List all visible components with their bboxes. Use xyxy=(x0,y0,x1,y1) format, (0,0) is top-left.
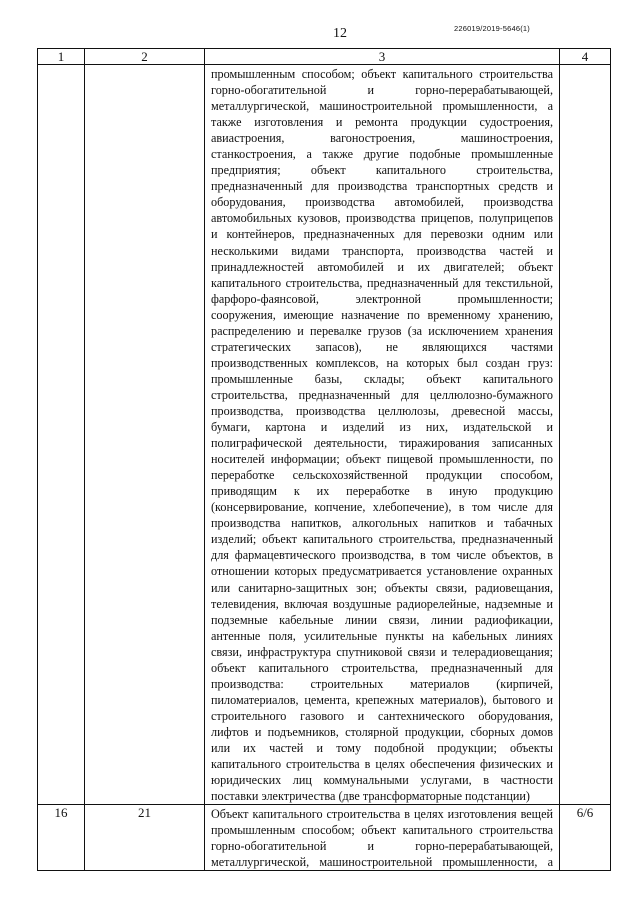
text-line: строительства, предназначенный для целлюлозно-бумажного xyxy=(211,387,553,402)
text-line: принадлежностей автомобилей и их двигателей; объект xyxy=(211,259,553,274)
text-line: станкостроения, а также другие подобные промышленные xyxy=(211,147,553,162)
text-line: носителей информации; объект пищевой промышленности, по xyxy=(211,452,553,467)
text-line: или их частей и тому подобной продукции; объекты xyxy=(211,740,553,755)
cell-id-empty xyxy=(85,65,205,805)
text-line: бумаги, картона и изделий из них, издательской и xyxy=(211,420,553,435)
text-line: или санитарно-защитных зон; объекты связи, радиовещания, xyxy=(211,580,553,595)
text-line: горно-обогатительной и горно-перерабатывающей, xyxy=(211,83,553,98)
text-line: отношении которых предусматривается установление охранных xyxy=(211,564,553,579)
text-line: производства напитков, алкогольных напитков и табачных xyxy=(211,516,553,531)
text-line: юридических лиц коммунальными услугами, в частности xyxy=(211,773,553,788)
text-line: связи, инфраструктура спутниковой связи и телерадиовещания; xyxy=(211,644,553,659)
table-row-16 xyxy=(38,805,611,871)
description-text xyxy=(205,65,559,804)
text-line: стратегических запасов), не являющихся частями xyxy=(211,339,553,354)
cell-row-number: 16 xyxy=(38,805,85,871)
text-line: Объект капитального строительства в целях изготовления вещей xyxy=(211,807,553,822)
text-line: сооружения, имеющие назначение по временному хранению, xyxy=(211,307,553,322)
text-line: строительного газового и сантехнического оборудования, xyxy=(211,708,553,723)
column-header-3: 3 xyxy=(205,49,560,65)
cell-share-empty xyxy=(560,65,611,805)
text-line: пиломатериалов, цемента, крепежных материалов), бытового и xyxy=(211,692,553,707)
text-line: фарфоро-фаянсовой, электронной промышленности; xyxy=(211,291,553,306)
document-code: 226019/2019-5646(1) xyxy=(454,24,530,33)
text-line: производства: строительных материалов (кирпичей, xyxy=(211,676,553,691)
cell-object-id: 21 xyxy=(85,805,205,871)
table-header-row xyxy=(38,49,611,65)
text-line: также изготовления и ремонта продукции судостроения, xyxy=(211,115,553,130)
text-line: авиастроения, вагоностроения, машиностроения, xyxy=(211,131,553,146)
text-line: предназначенный для производства транспортных средств и xyxy=(211,179,553,194)
text-line: металлургической, машиностроительной промышленности, а xyxy=(211,99,553,114)
page-number: 12 xyxy=(333,26,347,41)
text-line: промышленным способом; объект капитального строительства xyxy=(211,823,553,838)
text-line: производства, производства целлюлозы, древесной массы, xyxy=(211,403,553,418)
text-line: предприятия; объект капитального строительства, xyxy=(211,163,553,178)
text-line: приводящим к их переработке в иную продукцию xyxy=(211,484,553,499)
cell-number-empty xyxy=(38,65,85,805)
column-header-4: 4 xyxy=(560,49,611,65)
text-line: полиграфической деятельности, тиражирования записанных xyxy=(211,436,553,451)
text-line: антенные поля, усилительные пункты на кабельных линиях xyxy=(211,628,553,643)
text-line: телевидения, включая воздушные радиорелейные, надземные и xyxy=(211,596,553,611)
cell-description-continued xyxy=(205,65,560,805)
cell-description xyxy=(205,805,560,871)
text-line: металлургической, машиностроительной промышленности, а xyxy=(211,855,553,870)
text-line: промышленные базы, склады; объект капитального xyxy=(211,371,553,386)
text-line: капитального строительства в целях обеспечения физических и xyxy=(211,757,553,772)
text-line: изделий; объект капитального строительства, предназначенный xyxy=(211,532,553,547)
text-line: поставки электричества (две трансформаторные подстанции) xyxy=(211,789,530,804)
text-line: подземные кабельные линии связи, линии радиофикации, xyxy=(211,612,553,627)
text-line: промышленным способом; объект капитального строительства xyxy=(211,67,553,81)
column-header-1: 1 xyxy=(38,49,85,65)
text-line: (консервирование, копчение, хлебопечение), в том числе для xyxy=(211,500,553,515)
text-line: объект капитального строительства, предназначенный для xyxy=(211,660,553,675)
table-row-continued xyxy=(38,65,611,805)
text-line: лифтов и подъемников, столярной продукции, сборных домов xyxy=(211,724,553,739)
text-line: несколькими видами транспорта, производства частей и xyxy=(211,243,553,258)
text-line: капитального строительства, предназначенный для текстильной, xyxy=(211,275,553,290)
text-line: и контейнеров, предназначенных для перевозки одним или xyxy=(211,227,553,242)
cell-share: 6/6 xyxy=(560,805,611,871)
text-line: автомобильных кузовов, производства прицепов, полуприцепов xyxy=(211,211,553,226)
document-table xyxy=(37,48,611,871)
description-text xyxy=(205,805,559,870)
text-line: для фармацевтического производства, в том числе объектов, в xyxy=(211,548,553,563)
text-line: переработке сельскохозяйственной продукции способом, xyxy=(211,468,553,483)
text-line: горно-обогатительной и горно-перерабатывающей, xyxy=(211,839,553,854)
column-header-2: 2 xyxy=(85,49,205,65)
text-line: распределению и перевалке грузов (за исключением хранения xyxy=(211,323,553,338)
text-line: оборудования, производства автомобилей, производства xyxy=(211,195,553,210)
text-line: производственных комплексов, на которых был создан груз: xyxy=(211,355,553,370)
